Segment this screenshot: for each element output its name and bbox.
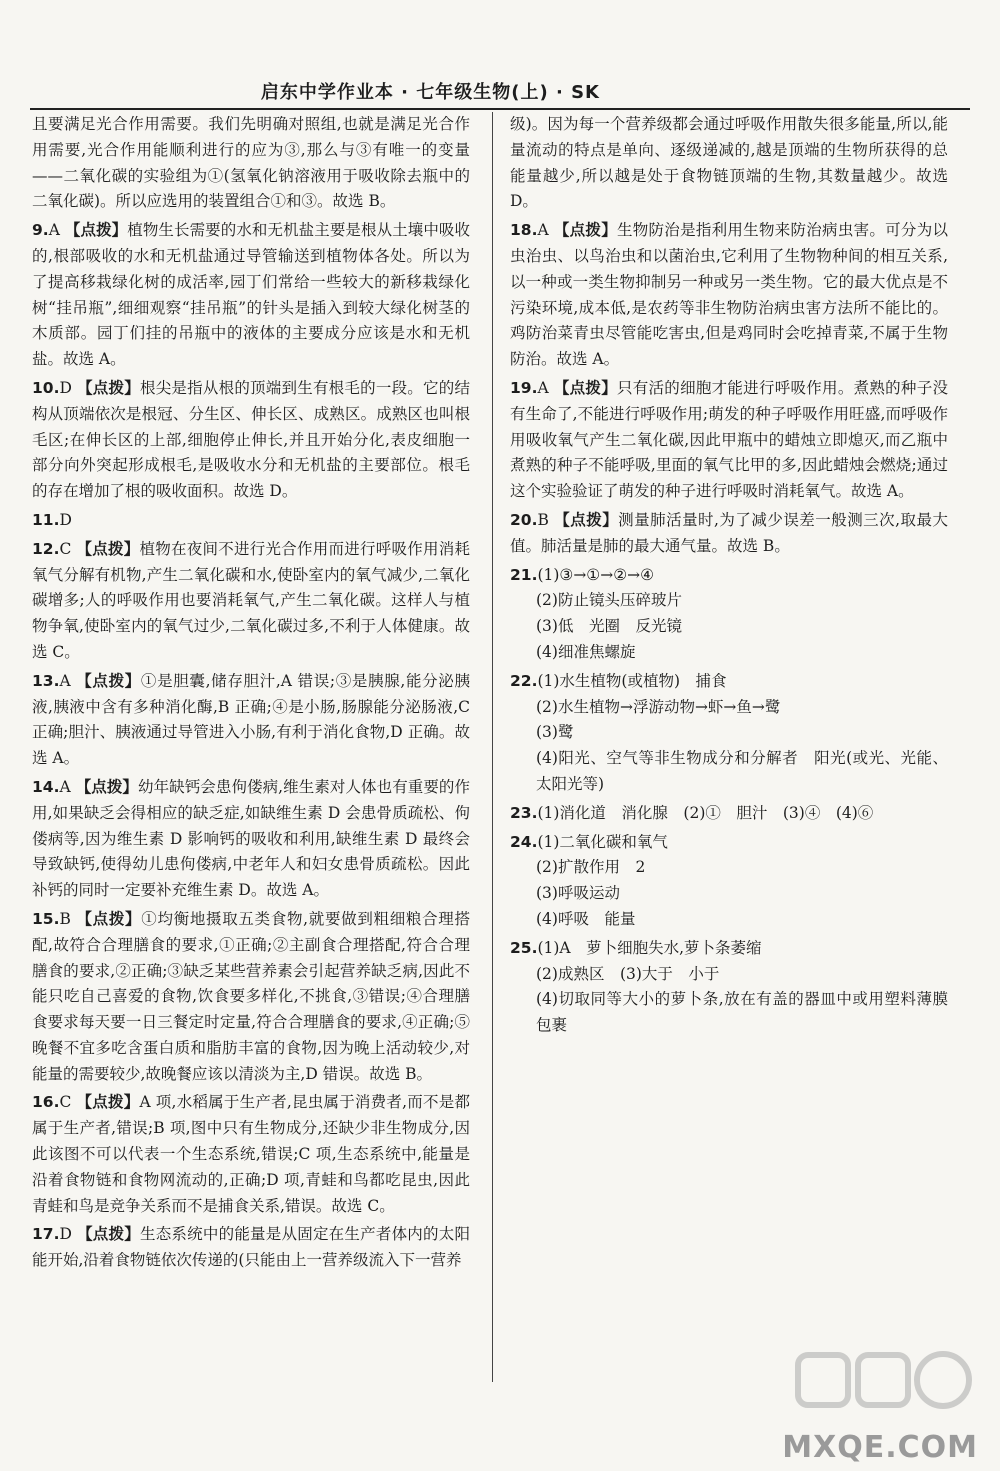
answer-24: 24.(1)二氧化碳和氧气 (2)扩散作用 2 (3)呼吸运动 (4)呼吸 能量 [510,832,668,928]
column-divider [492,112,493,1382]
answer-23: 23.(1)消化道 消化腺 (2)① 胆汁 (3)④ (4)⑥ [510,803,874,822]
answer-25: 25.(1)A 萝卜细胞失水,萝卜条萎缩 (2)成熟区 (3)大于 小于 (4)切取同等大小的萝卜条,放在有盖的器皿中或用塑料薄膜包裹 [510,938,948,1035]
left-column [32,112,470,1277]
answer-21: 21.(1)③→①→②→④ (2)防止镜头压碎玻片 (3)低 光圈 反光镜 (4)细准焦螺旋 [510,565,682,661]
answer-15: 15.B 【点拨】①均衡地摄取五类食物,就要做到粗细粮合理搭配,故符合合理膳食的要求,①正确;②主副食合理搭配,符合合理膳食的要求,②正确;③缺乏某些营养素会引起营养缺乏病,因此不能只吃自己喜爱的食物,饮食要多样化,不挑食,③错误;④合理膳食要求每天要一日三餐定时定量,符合合理膳食的要求,④正确;⑤晚餐不宜多吃含蛋白质和脂肪丰富的食物,因为晚上活动较少,对能量的需要较少,故晚餐应该以清淡为主,D 错误。故选 B。 [32,909,470,1083]
answer-11: 11.D [32,510,72,529]
page-header [30,68,970,110]
answer-22: 22.(1)水生植物(或植物) 捕食 (2)水生植物→浮游动物→虾→鱼→鹭 (3)鹭 (4)阳光、空气等非生物成分和分解者 阳光(或光、光能、太阳光等) [510,671,948,793]
answer-13: 13.A 【点拨】①是胆囊,储存胆汁,A 错误;③是胰腺,能分泌胰液,胰液中含有多种消化酶,B 正确;④是小肠,肠腺能分泌肠液,C 正确;胆汁、胰液通过导管进入小肠,有利于消化食物,D 正确。故选 A。 [32,671,470,768]
header-title: 启东中学作业本 · 七年级生物(上) · SK [260,82,600,103]
left-intro-text: 且要满足光合作用需要。我们先明确对照组,也就是满足光合作用需要,光合作用能顺利进行的应为③,那么与③有唯一的变量——二氧化碳的实验组为①(氢氧化钠溶液用于吸收除去瓶中的二氧化碳)。所以应选用的装置组合①和③。故选 B。 [32,115,470,211]
answer-14: 14.A 【点拨】幼年缺钙会患佝偻病,维生素对人体也有重要的作用,如果缺乏会得相应的缺乏症,如缺维生素 D 会患骨质疏松、佝偻病等,因为维生素 D 影响钙的吸收和利用,缺维生素 D 最终会导致缺钙,使得幼儿患佝偻病,中老年人和妇女患骨质疏松。因此补钙的同时一定要补充维生素 D。故选 A。 [32,777,470,900]
answer-16: 16.C 【点拨】A 项,水稻属于生产者,昆虫属于消费者,而不是都属于生产者,错误;B 项,图中只有生物成分,还缺少非生物成分,因此该图不可以代表一个生态系统,错误;C 项,生态系统中,能量是沿着食物链和食物网流动的,正确;D 项,青蛙和鸟都吃昆虫,因此青蛙和鸟是竞争关系而不是捕食关系,错误。故选 C。 [32,1093,470,1215]
answer-12: 12.C 【点拨】植物在夜间不进行光合作用而进行呼吸作用消耗氧气分解有机物,产生二氧化碳和水,使卧室内的氧气减少,二氧化碳增多;人的呼吸作用也要消耗氧气,产生二氧化碳。这样人与植物争氧,使卧室内的氧气过少,二氧化碳过多,不利于人体健康。故选 C。 [32,539,470,661]
answer-18: 18.A 【点拨】生物防治是指利用生物来防治病虫害。可分为以虫治虫、以鸟治虫和以菌治虫,它利用了生物物种间的相互关系,以一种或一类生物抑制另一种或另一类生物。它的最大优点是不污染环境,成本低,是农药等非生物防治病虫害方法所不能比的。鸡防治菜青虫尽管能吃害虫,但是鸡同时会吃掉青菜,不属于生物防治。故选 A。 [510,221,948,369]
right-column [510,112,948,1042]
right-intro-text: 级)。因为每一个营养级都会通过呼吸作用散失很多能量,所以,能量流动的特点是单向、逐级递减的,越是顶端的生物所获得的总能量越少,所以越是处于食物链顶端的生物,其数量越少。故选 D。 [510,115,948,211]
answer-9: 9.A 【点拨】植物生长需要的水和无机盐主要是根从土壤中吸收的,根部吸收的水和无机盐通过导管输送到植物体各处。所以为了提高移栽绿化树的成活率,园丁们常给一些较大的新移栽绿化树“挂吊瓶”,细细观察“挂吊瓶”的针头是插入到较大绿化树茎的木质部。园丁们挂的吊瓶中的液体的主要成分应该是水和无机盐。故选 A。 [32,221,470,369]
answer-20: 20.B 【点拨】测量肺活量时,为了减少误差一般测三次,取最大值。肺活量是肺的最大通气量。故选 B。 [510,510,948,555]
answer-17: 17.D 【点拨】生态系统中的能量是从固定在生产者体内的太阳能开始,沿着食物链依次传递的(只能由上一营养级流入下一营养 [32,1225,470,1270]
watermark-text: MXQE.COM [782,1430,978,1465]
answer-10: 10.D 【点拨】根尖是指从根的顶端到生有根毛的一段。它的结构从顶端依次是根冠、分生区、伸长区、成熟区。成熟区也叫根毛区;在伸长区的上部,细胞停止伸长,并且开始分化,表皮细胞一部分向外突起形成根毛,是吸收水分和无机盐的主要部位。根毛的存在增加了根的吸收面积。故选 D。 [32,378,470,501]
answer-19: 19.A 【点拨】只有活的细胞才能进行呼吸作用。煮熟的种子没有生命了,不能进行呼吸作用;萌发的种子呼吸作用旺盛,而呼吸作用吸收氧气产生二氧化碳,因此甲瓶中的蜡烛立即熄灭,而乙瓶中煮熟的种子不能呼吸,里面的氧气比甲的多,因此蜡烛会燃烧;通过这个实验验证了萌发的种子进行呼吸时消耗氧气。故选 A。 [510,378,948,501]
